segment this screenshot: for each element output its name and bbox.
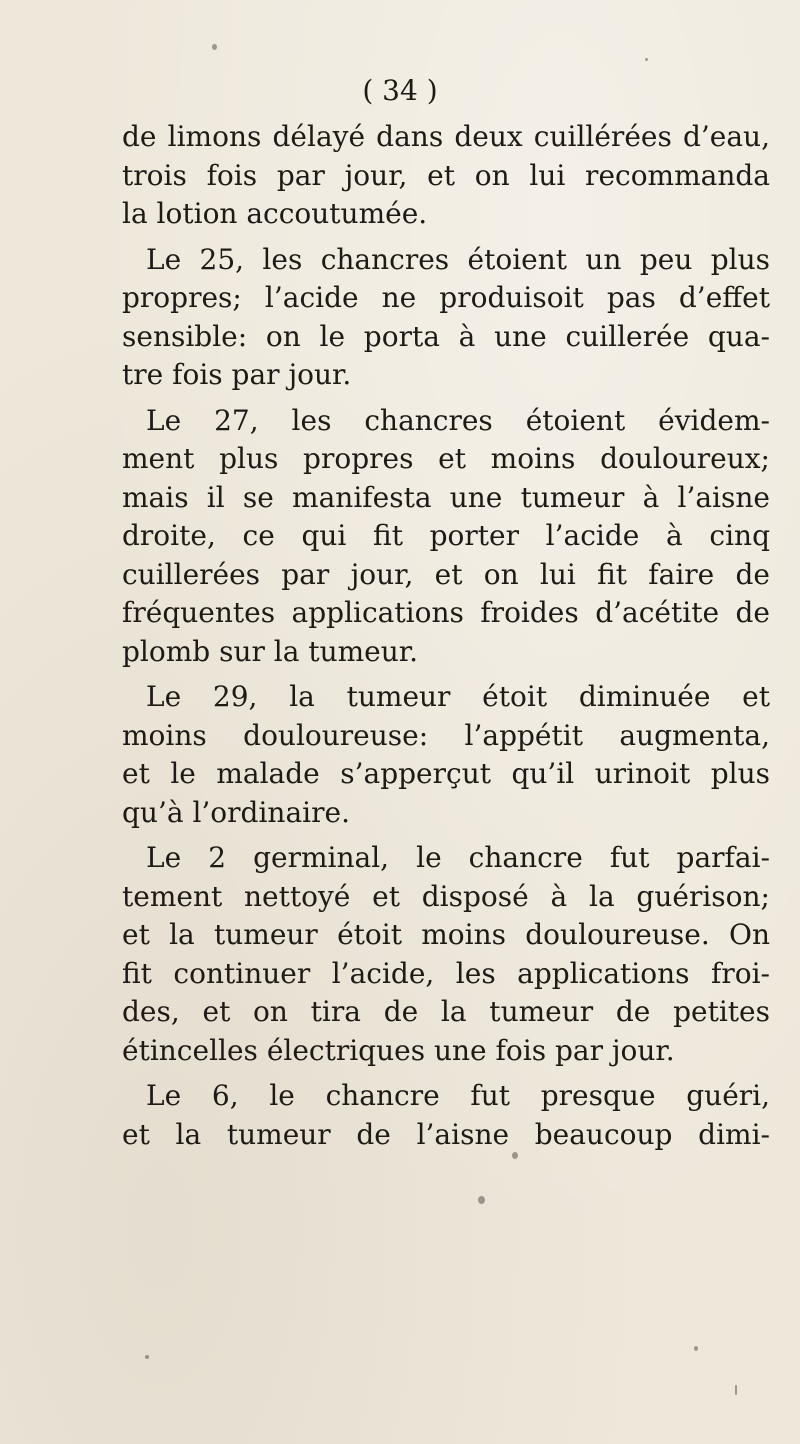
paper-speck xyxy=(212,44,217,50)
text-line: de limons délayé dans deux cuillérées d’eau, xyxy=(122,120,770,153)
text-line: droite, ce qui fit porter l’acide à cinq xyxy=(122,519,770,552)
paper-speck xyxy=(735,1385,737,1395)
text-line: cuillerées par jour, et on lui fit faire de xyxy=(122,557,770,591)
text-line: tre fois par jour. xyxy=(122,358,352,391)
paper-speck xyxy=(645,58,648,61)
paper-speck xyxy=(694,1346,698,1351)
text-line: propres; l’acide ne produisoit pas d’effet xyxy=(122,281,770,314)
paragraph-3 xyxy=(122,402,770,672)
text-line: et la tumeur étoit moins douloureuse. On xyxy=(122,918,770,951)
text-line: sensible: on le porta à une cuillerée qua- xyxy=(122,319,770,353)
text-line: et la tumeur de l’aisne beaucoup dimi- xyxy=(122,1117,770,1151)
text-line: fréquentes applications froides d’acétite de xyxy=(122,596,770,629)
paragraph-5 xyxy=(122,839,770,1070)
text-line: qu’à l’ordinaire. xyxy=(122,795,350,829)
text-line: ment plus propres et moins douloureux; xyxy=(122,442,770,475)
text-line: Le 2 germinal, le chancre fut parfai- xyxy=(146,841,770,874)
text-line: et le malade s’apperçut qu’il urinoit plus xyxy=(122,757,770,790)
text-line: plomb sur la tumeur. xyxy=(122,634,418,668)
paragraph-4 xyxy=(122,678,770,832)
text-line: moins douloureuse: l’appétit augmenta, xyxy=(122,718,770,752)
text-line: la lotion accoutumée. xyxy=(122,197,428,230)
text-line: Le 25, les chancres étoient un peu plus xyxy=(146,242,770,276)
paragraph-1 xyxy=(122,118,770,234)
paper-speck xyxy=(512,1152,518,1159)
page-number: ( 34 ) xyxy=(362,74,438,107)
paragraph-6 xyxy=(122,1077,770,1154)
text-line: Le 27, les chancres étoient évidem- xyxy=(146,403,770,437)
text-line: tement nettoyé et disposé à la guérison; xyxy=(122,879,770,913)
paper-speck xyxy=(145,1355,149,1359)
text-line: fit continuer l’acide, les applications froi- xyxy=(122,956,770,990)
text-line: étincelles électriques une fois par jour. xyxy=(122,1033,675,1067)
text-line: trois fois par jour, et on lui recommanda xyxy=(122,158,770,192)
text-line: mais il se manifesta une tumeur à l’aisne xyxy=(122,480,770,514)
paragraph-2 xyxy=(122,241,770,395)
paper-speck xyxy=(478,1196,485,1204)
body-text xyxy=(122,118,770,1154)
text-line: Le 29, la tumeur étoit diminuée et xyxy=(146,680,770,713)
text-line: Le 6, le chancre fut presque guéri, xyxy=(146,1079,770,1112)
text-line: des, et on tira de la tumeur de petites xyxy=(122,995,770,1028)
